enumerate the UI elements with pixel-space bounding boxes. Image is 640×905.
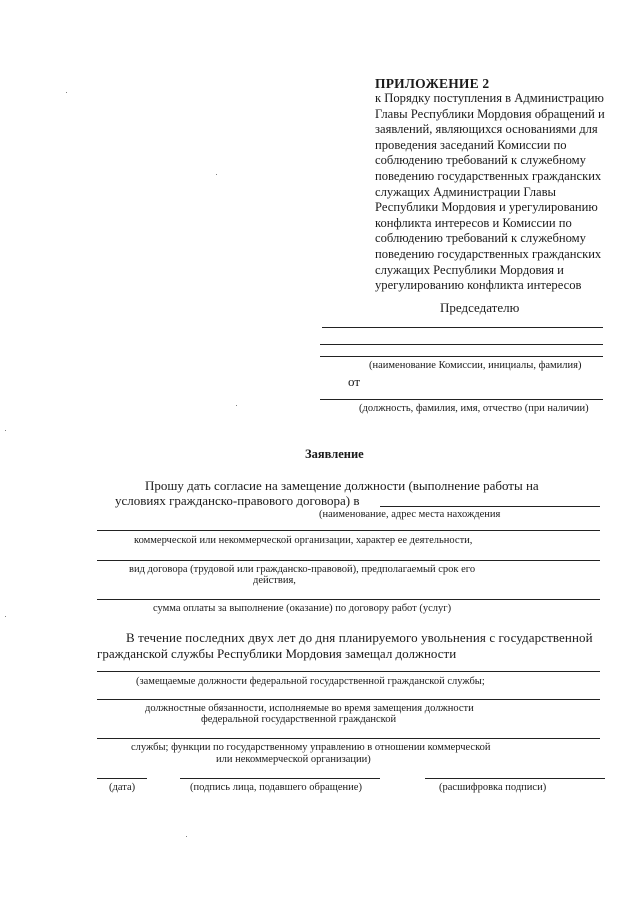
appendix-line: к Порядку поступления в Администрацию	[375, 91, 604, 105]
scan-speck	[5, 430, 6, 431]
scan-speck	[236, 405, 237, 406]
statement-heading: Заявление	[305, 447, 364, 461]
scan-speck	[216, 174, 217, 175]
date-blank	[97, 778, 147, 779]
request-text-line1: Прошу дать согласие на замещение должности (выполнение работы на	[145, 478, 539, 493]
appendix-line: соблюдению требований к служебному	[375, 153, 586, 168]
appendix-line: проведения заседаний Комиссии по	[375, 137, 567, 152]
appendix-line: служащих Администрации Главы	[375, 184, 556, 199]
commission-blank-1	[322, 327, 603, 328]
transcript-caption: (расшифровка подписи)	[439, 782, 547, 793]
payment-blank	[97, 599, 600, 600]
appendix-line: поведению государственных гражданских	[375, 168, 602, 183]
applicant-blank	[320, 399, 603, 400]
appendix-line: Республики Мордовия и урегулированию	[375, 200, 598, 215]
commission-blank-3	[320, 356, 603, 357]
organization-blank-1	[380, 506, 600, 507]
duties-caption-1: должностные обязанности, исполняемые во время замещения должности	[145, 703, 474, 714]
applicant-caption: (должность, фамилия, имя, отчество (при наличии)	[359, 403, 589, 414]
transcript-blank	[425, 778, 605, 779]
positions-caption: (замещаемые должности федеральной государственной гражданской службы;	[136, 676, 485, 687]
commission-caption: (наименование Комиссии, инициалы, фамилия)	[369, 360, 582, 371]
organization-caption-2: коммерческой или некоммерческой организации, характер ее деятельности,	[134, 535, 473, 546]
functions-blank	[97, 738, 600, 739]
functions-caption-1: службы; функции по государственному управлению в отношении коммерческой	[131, 742, 491, 753]
date-caption: (дата)	[109, 782, 136, 793]
appendix-line: служащих Республики Мордовия и	[375, 262, 564, 277]
scan-speck	[66, 92, 67, 93]
payment-caption: сумма оплаты за выполнение (оказание) по договору работ (услуг)	[153, 603, 452, 614]
appendix-line: урегулированию конфликта интересов	[375, 278, 582, 293]
service-text-line1: В течение последних двух лет до дня планируемого увольнения с государственной	[126, 630, 593, 645]
positions-blank	[97, 671, 600, 672]
appendix-line: соблюдению требований к служебному	[375, 231, 586, 246]
from-label: от	[348, 374, 361, 389]
signature-caption: (подпись лица, подавшего обращение)	[190, 782, 362, 793]
commission-blank-2	[320, 344, 603, 345]
appendix-text	[375, 91, 637, 294]
appendix-title: ПРИЛОЖЕНИЕ 2	[375, 76, 490, 91]
duties-blank	[97, 699, 600, 700]
duties-caption-2: федеральной государственной гражданской	[201, 714, 397, 725]
appendix-line: заявлений, являющихся основаниями для	[375, 122, 598, 137]
contract-caption-2: действия,	[253, 575, 296, 586]
signature-blank	[180, 778, 380, 779]
scan-speck	[5, 616, 6, 617]
appendix-line: Главы Республики Мордовия обращений и	[375, 106, 605, 121]
contract-blank	[97, 560, 600, 561]
appendix-line: конфликта интересов и Комиссии по	[375, 215, 572, 230]
service-text-line2: гражданской службы Республики Мордовия замещал должности	[97, 646, 457, 661]
organization-caption: (наименование, адрес места нахождения	[319, 509, 501, 520]
scan-speck	[186, 836, 187, 837]
appendix-line: поведению государственных гражданских	[375, 246, 602, 261]
contract-caption-1: вид договора (трудовой или гражданско-правовой), предполагаемый срок его	[129, 564, 476, 575]
organization-blank-2	[97, 530, 600, 531]
request-text-line2: условиях гражданско-правового договора) в	[115, 493, 360, 508]
addressee-chair: Председателю	[440, 300, 520, 315]
functions-caption-2: или некоммерческой организации)	[216, 754, 371, 765]
